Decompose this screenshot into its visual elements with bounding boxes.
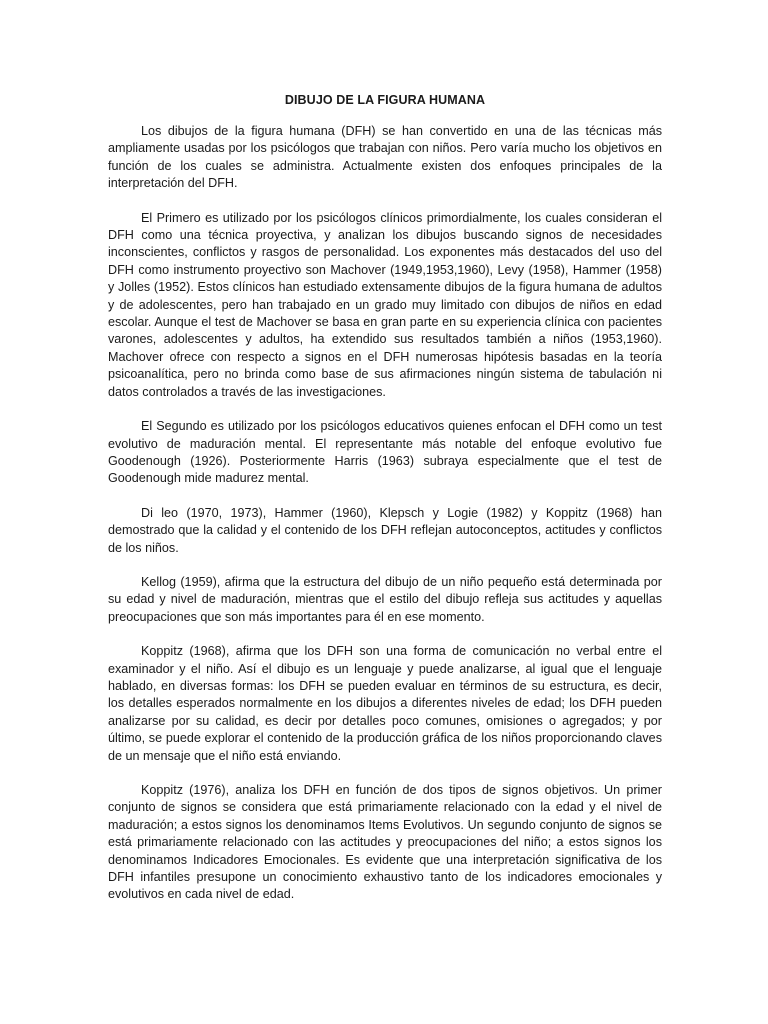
- paragraph-segundo: El Segundo es utilizado por los psicólogos educativos quienes enfocan el DFH como un test evolutivo de maduración mental. El representante más notable del enfoque evolutivo fue Goodenough (1926). Posteriormente Harris (1963) subraya especialmente que el test de Goodenough mide madurez mental.: [108, 419, 662, 486]
- paragraph-primero: El Primero es utilizado por los psicólogos clínicos primordialmente, los cuales consideran el DFH como una técnica proyectiva, y analizan los dibujos buscando signos de necesidades inconscientes, conflictos y rasgos de personalidad. Los exponentes más destacados del uso del DFH como instrumento proyectivo son Machover (1949,1953,1960), Levy (1958), Hammer (1958) y Jolles (1952). Estos clínicos han estudiado extensamente dibujos de la figura humana de adultos y de adolescentes, pero han trabajado en un grado muy limitado con dibujos de niños en edad escolar. Aunque el test de Machover se basa en gran parte en su experiencia clínica con pacientes varones, adolescentes y adultos, ha extendido sus resultados también a niños (1953,1960). Machover ofrece con respecto a signos en el DFH numerosas hipótesis basadas en la teoría psicoanalítica, pero no brinda como base de sus afirmaciones ningún sistema de tabulación ni datos controlados a través de las investigaciones.: [108, 210, 662, 399]
- document-title: DIBUJO DE LA FIGURA HUMANA: [284, 93, 486, 107]
- document-page: [108, 91, 662, 921]
- paragraph-intro: Los dibujos de la figura humana (DFH) se han convertido en una de las técnicas más ampliamente usadas por los psicólogos que trabajan con niños. Pero varía mucho los objetivos en función de los cuales se administra. Actualmente existen dos enfoques principales de la interpretación del DFH.: [108, 124, 662, 191]
- paragraph-dileo: Di leo (1970, 1973), Hammer (1960), Klepsch y Logie (1982) y Koppitz (1968) han demostrado que la calidad y el contenido de los DFH reflejan autoconceptos, actitudes y conflictos de los niños.: [108, 505, 662, 555]
- paragraph-kellog: Kellog (1959), afirma que la estructura del dibujo de un niño pequeño está determinada por su edad y nivel de maduración, mientras que el estilo del dibujo refleja sus actitudes y aquellas preocupaciones que son más importantes para él en ese momento.: [108, 574, 662, 624]
- paragraph-koppitz-1968: Koppitz (1968), afirma que los DFH son una forma de comunicación no verbal entre el examinador y el niño. Así el dibujo es un lenguaje y puede analizarse, al igual que el lenguaje hablado, en diversas formas: los DFH se pueden evaluar en términos de su estructura, es decir, los detalles esperados normalmente en los dibujos a diferentes niveles de edad; los DFH pueden analizarse por su calidad, es decir por detalles poco comunes, omisiones o agregados; y por último, se puede explorar el contenido de la producción gráfica de los niños proporcionando claves de un mensaje que el niño está enviando.: [108, 644, 662, 763]
- paragraph-koppitz-1976: Koppitz (1976), analiza los DFH en función de dos tipos de signos objetivos. Un primer conjunto de signos se considera que está primariamente relacionado con la edad y el nivel de maduración; a estos signos los denominamos Items Evolutivos. Un segundo conjunto de signos se está primariamente relacionado con las actitudes y preocupaciones del niño; a estos signos los denominamos Indicadores Emocionales. Es evidente que una interpretación significativa de los DFH infantiles presupone un conocimiento exhaustivo tanto de los indicadores emocionales y evolutivos en cada nivel de edad.: [108, 783, 662, 902]
